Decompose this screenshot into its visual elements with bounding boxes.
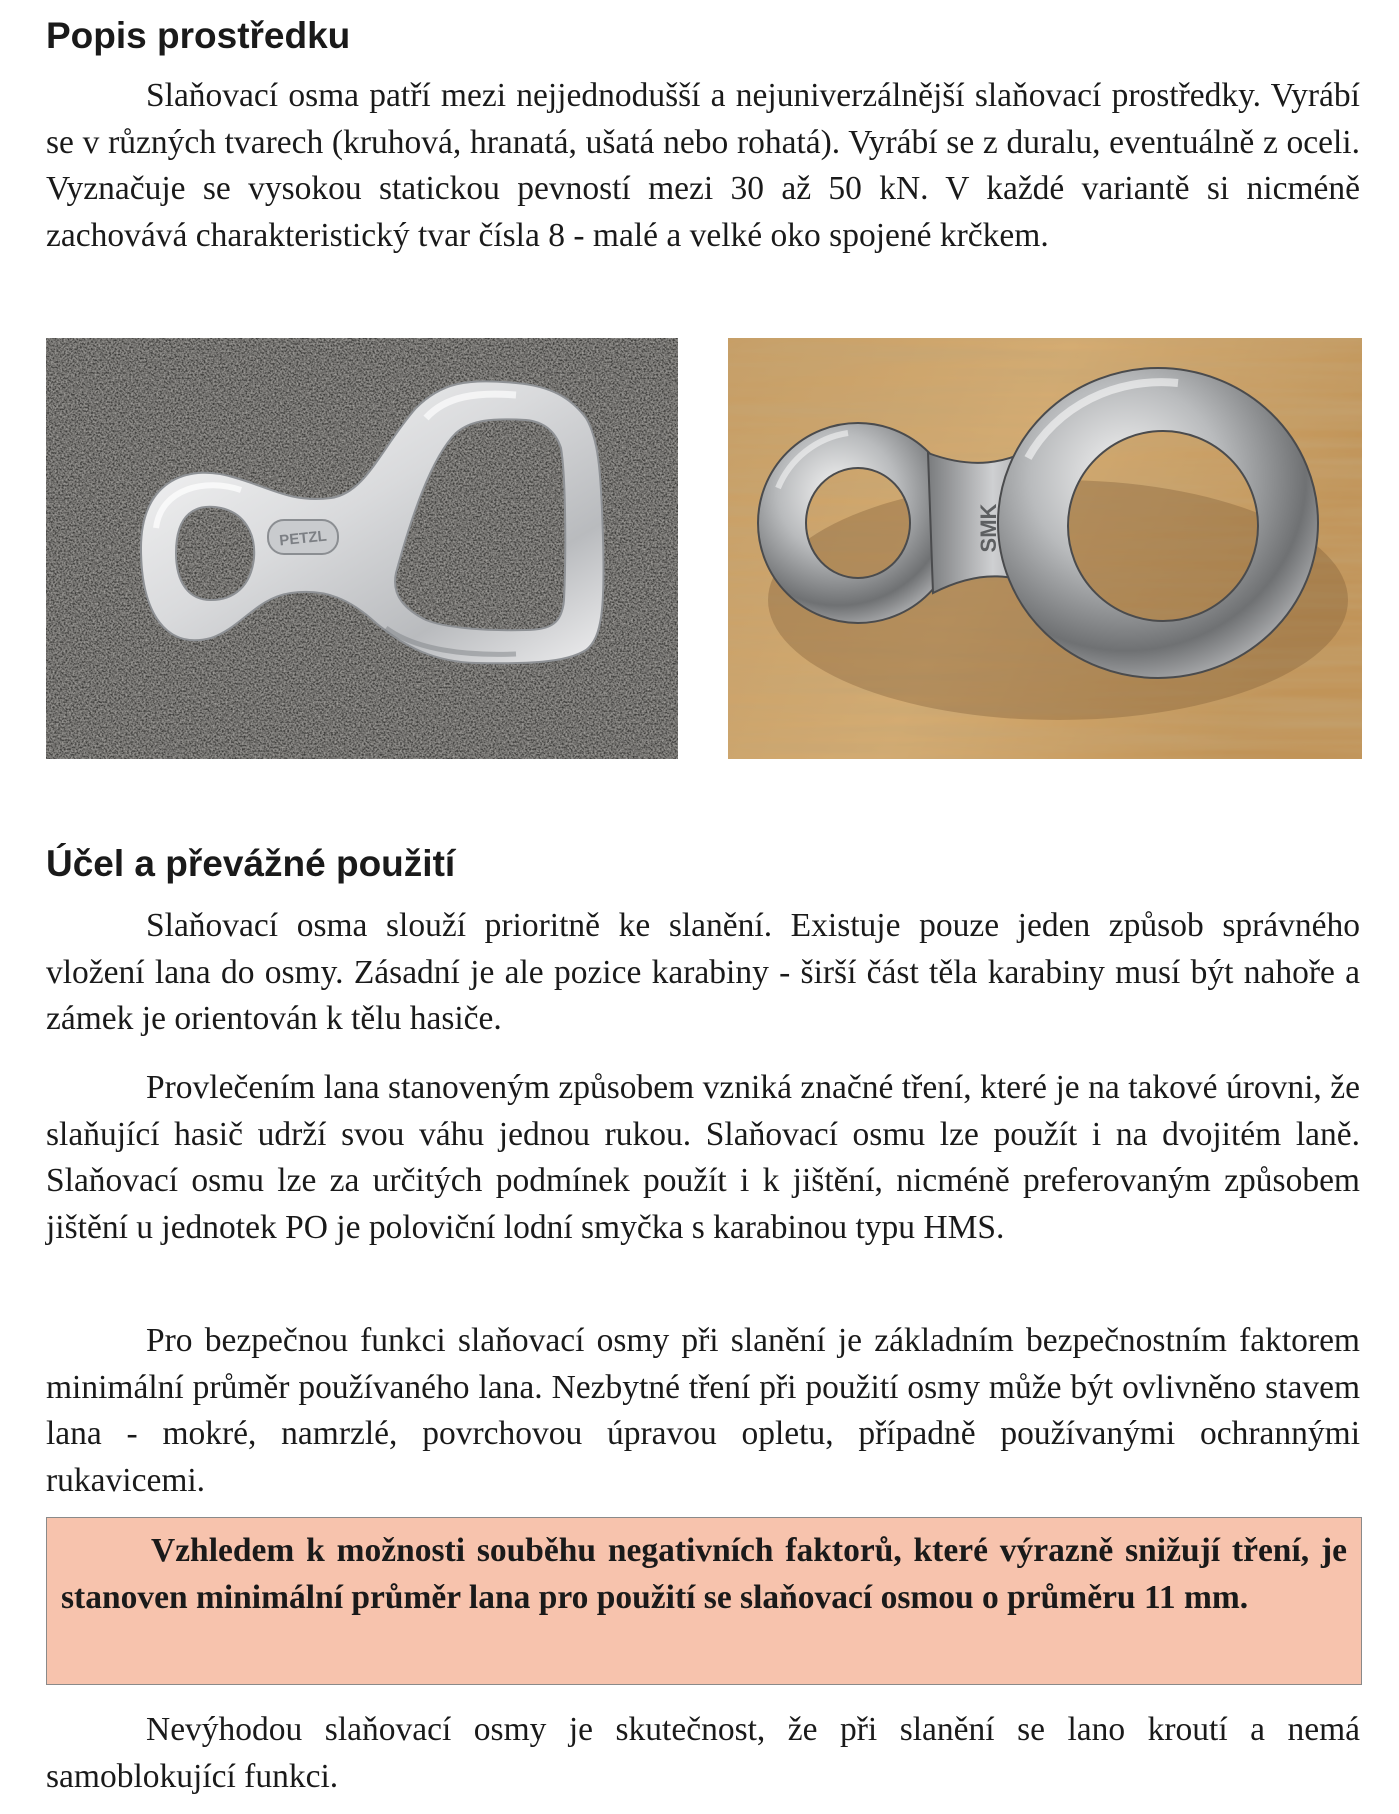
section-title-ucel: Účel a převážné použití	[46, 843, 456, 884]
description-paragraph: Slaňovací osma patří mezi nejjednodušší a nejuniverzálnější slaňovací prostředky. Vyrábí se v různých tvarech (kruhová, hranatá, ušatá nebo rohatá). Vyrábí se z duralu, eventuálně z oceli. Vyznačuje se vysokou statickou pevností mezi 30 až 50 kN. V každé variantě si nicméně zachovává charakteristický tvar čísla 8 - malé a velké oko spojené krčkem.	[46, 77, 1360, 254]
purpose-paragraph-1: Slaňovací osma slouží prioritně ke slanění. Existuje pouze jeden způsob správného vložení lana do osmy. Zásadní je ale pozice karabiny - širší část těla karabiny musí být nahoře a zámek je orientován k tělu hasiče.	[46, 907, 1360, 1037]
section-title-popis: Popis prostředku	[46, 15, 351, 56]
smk-engraving: SMK	[976, 503, 1001, 553]
petzl-engraving: PETZL	[278, 527, 328, 550]
purpose-paragraph-2: Provlečením lana stanoveným způsobem vzniká značné tření, které je na takové úrovni, že slaňující hasič udrží svou váhu jednou rukou. Slaňovací osmu lze použít i na dvojitém laně. Slaňovací osmu lze za určitých podmínek použít i k jištění, nicméně preferovaným způsobem jištění u jednotek PO je poloviční lodní smyčka s karabinou typu HMS.	[46, 1069, 1360, 1246]
final-paragraph: Nevýhodou slaňovací osmy je skutečnost, že při slanění se lano kroutí a nemá samoblokující funkci.	[46, 1711, 1360, 1795]
purpose-paragraph-3: Pro bezpečnou funkci slaňovací osmy při slanění je základním bezpečnostním faktorem minimální průměr používaného lana. Nezbytné tření při použití osmy může být ovlivněno stavem lana - mokré, namrzlé, povrchovou úpravou opletu, případně používanými ochrannými rukavicemi.	[46, 1322, 1360, 1499]
petzl-figure-eight-photo	[46, 338, 678, 759]
warning-text: Vzhledem k možnosti souběhu negativních faktorů, které výrazně snižují tření, je stanoven minimální průměr lana pro použití se slaňovací osmou o průměru 11 mm.	[61, 1532, 1347, 1616]
warning-box	[46, 1517, 1362, 1685]
smk-figure-eight-photo	[728, 338, 1362, 759]
petzl-logo-plate	[268, 520, 338, 554]
